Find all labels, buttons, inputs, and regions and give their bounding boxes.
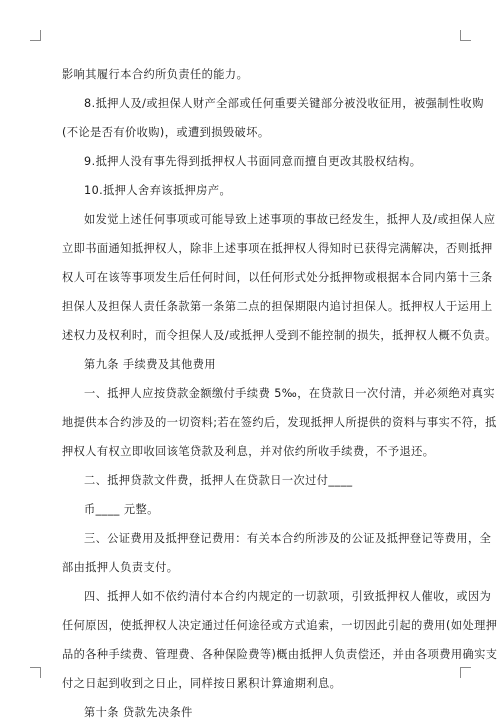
crop-mark-top-right xyxy=(460,30,471,41)
text-line: 地提供本合约涉及的一切资料;若在签约后，发现抵押人所提供的资料与事实不符，抵 xyxy=(62,416,497,429)
text-line: 三、公证费用及抵押登记费用：有关本合约所涉及的公证及抵押登记等费用，全 xyxy=(84,532,492,545)
text-line: 二、抵押贷款文件费，抵押人在贷款日一次过付____ xyxy=(84,474,353,487)
text-line: 影响其履行本合约所负责任的能力。 xyxy=(62,68,249,81)
text-line: 任何原因，使抵押权人决定通过任何途径或方式追索，一切因此引起的费用(如处理押 xyxy=(62,619,498,632)
text-line: 付之日起到收到之日止，同样按日累积计算逾期利息。 xyxy=(62,677,342,690)
text-line: 立即书面通知抵押权人，除非上述事项在抵押权人得知时已获得完满解决，否则抵押 xyxy=(62,242,493,255)
clause-item-10: 10.抵押人舍弃该抵押房产。 xyxy=(84,184,232,197)
text-line: 述权力及权利时，而令担保人及/或抵押人受到不能控制的损失，抵押权人概不负责。 xyxy=(62,329,497,342)
clause-item-8: 8.抵押人及/或担保人财产全部或任何重要关键部分被没收征用，被强制性收购 xyxy=(84,97,484,110)
text-line: 权人可在该等事项发生后任何时间，以任何形式处分抵押物或根据本合同内第十三条 xyxy=(62,271,493,284)
section-heading-10: 第十条 贷款先决条件 xyxy=(84,706,193,719)
text-line: (不论是否有价收购)，或遭到损毁破坏。 xyxy=(62,126,270,139)
text-line: 如发觉上述任何事项或可能导致上述事项的事故已经发生，抵押人及/或担保人应 xyxy=(84,213,496,226)
text-line: 押权人有权立即收回该笔贷款及利息，并对依约所收手续费，不予退还。 xyxy=(62,445,435,458)
crop-mark-bottom-right xyxy=(460,667,471,678)
text-line: 品的各种手续费、管理费、各种保险费等)概由抵押人负责偿还，并由各项费用确实支 xyxy=(62,648,498,661)
text-line: 四、抵押人如不依约清付本合约内规定的一切款项，引致抵押权人催收，或因为 xyxy=(84,590,492,603)
text-line: 一、抵押人应按贷款金额缴付手续费 5‰，在贷款日一次付清，并必须绝对真实 xyxy=(84,387,496,400)
crop-mark-top-left xyxy=(30,30,41,41)
clause-item-9: 9.抵押人没有事先得到抵押权人书面同意而擅自更改其股权结构。 xyxy=(84,155,422,168)
section-heading-9: 第九条 手续费及其他费用 xyxy=(84,358,217,371)
text-line: 担保人及担保人责任条款第一条第二点的担保期限内追讨担保人。抵押权人于运用上 xyxy=(62,300,493,313)
text-line: 币____ 元整。 xyxy=(84,503,159,516)
crop-mark-bottom-left xyxy=(30,667,41,678)
text-line: 部由抵押人负责支付。 xyxy=(62,561,179,574)
